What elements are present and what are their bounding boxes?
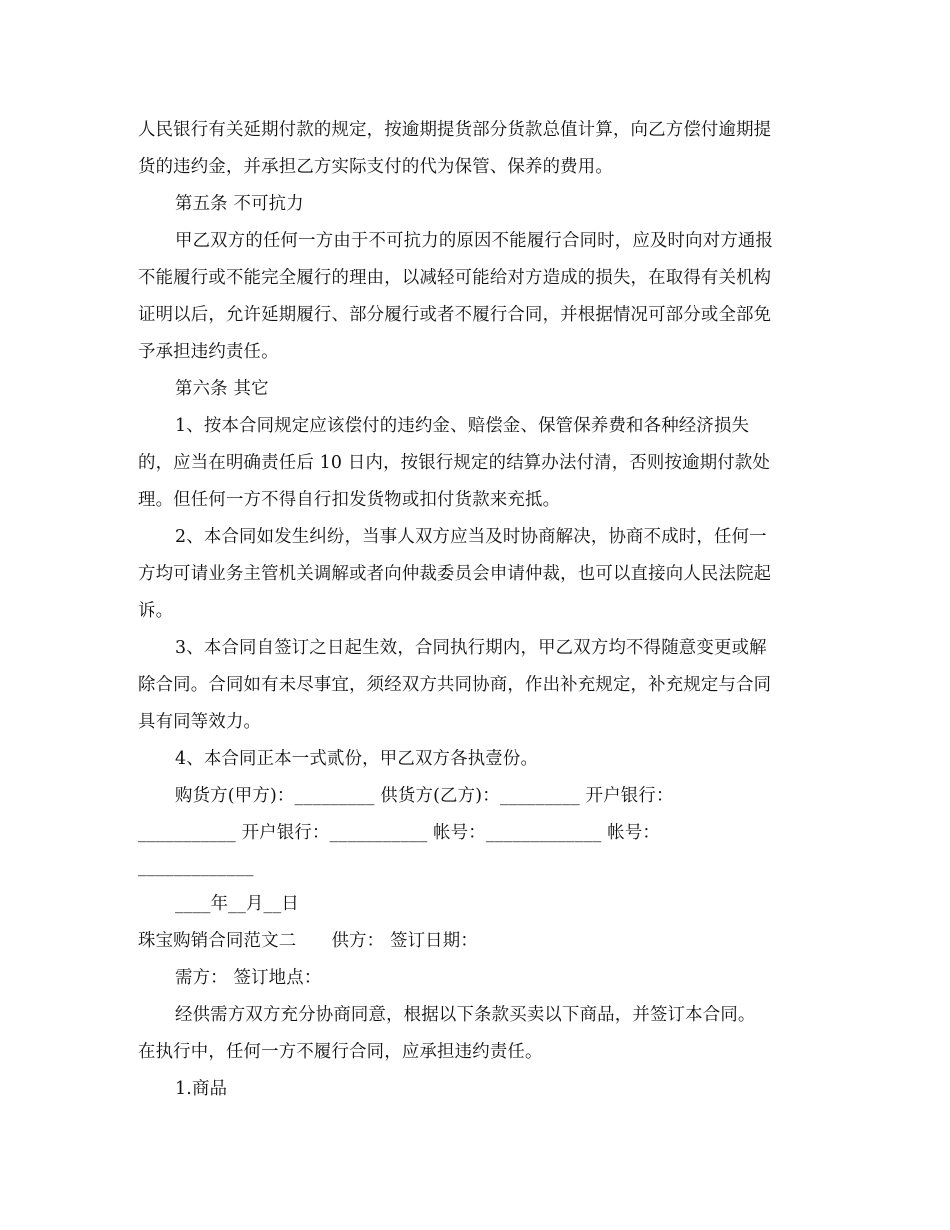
- text-line: 不能履行或不能完全履行的理由，以减轻可能给对方造成的损失，在取得有关机构: [138, 268, 772, 288]
- document-title: 珠宝购销合同范文二 供方： 签订日期：: [138, 931, 478, 951]
- text-line: 理。但任何一方不得自行扣发货物或扣付货款来充抵。: [138, 490, 561, 510]
- signature-fields: 购货方(甲方)：_________ 供货方(乙方)：_________ 开户银行：: [175, 786, 674, 806]
- section-heading: 第六条 其它: [175, 379, 269, 399]
- text-line: 诉。: [138, 601, 174, 621]
- text-line: 3、本合同自签订之日起生效，合同执行期内，甲乙双方均不得随意变更或解: [175, 638, 767, 658]
- text-line: 在执行中，任何一方不履行合同，应承担违约责任。: [138, 1042, 543, 1062]
- text-line: 除合同。合同如有未尽事宜，须经双方共同协商，作出补充规定，补充规定与合同: [138, 675, 772, 695]
- signature-fields: ___________ 开户银行：___________ 帐号：_____________ 帐号：: [138, 823, 661, 843]
- signature-fields: _____________: [138, 857, 254, 877]
- text-line: 货的违约金，并承担乙方实际支付的代为保管、保养的费用。: [138, 157, 613, 177]
- section-heading: 1.商品: [175, 1079, 228, 1099]
- text-line: 予承担违约责任。: [138, 342, 279, 362]
- text-line: 证明以后，允许延期履行、部分履行或者不履行合同，并根据情况可部分或全部免: [138, 305, 772, 325]
- text-line: 2、本合同如发生纠纷，当事人双方应当及时协商解决，协商不成时，任何一: [175, 527, 767, 547]
- date-line: ____年__月__日: [175, 894, 299, 914]
- text-line: 需方： 签订地点：: [175, 968, 322, 988]
- section-heading: 第五条 不可抗力: [175, 194, 304, 214]
- text-line: 具有同等效力。: [138, 712, 262, 732]
- text-line: 的，应当在明确责任后 10 日内，按银行规定的结算办法付清，否则按逾期付款处: [138, 453, 771, 473]
- text-line: 人民银行有关延期付款的规定，按逾期提货部分货款总值计算，向乙方偿付逾期提: [138, 120, 772, 140]
- text-line: 1、按本合同规定应该偿付的违约金、赔偿金、保管保养费和各种经济损失: [175, 416, 750, 436]
- text-line: 甲乙双方的任何一方由于不可抗力的原因不能履行合同时，应及时向对方通报: [175, 231, 774, 251]
- text-line: 4、本合同正本一式贰份，甲乙双方各执壹份。: [175, 749, 539, 769]
- text-line: 经供需方双方充分协商同意，根据以下条款买卖以下商品，并签订本合同。: [175, 1005, 756, 1025]
- text-line: 方均可请业务主管机关调解或者向仲裁委员会申请仲裁，也可以直接向人民法院起: [138, 564, 772, 584]
